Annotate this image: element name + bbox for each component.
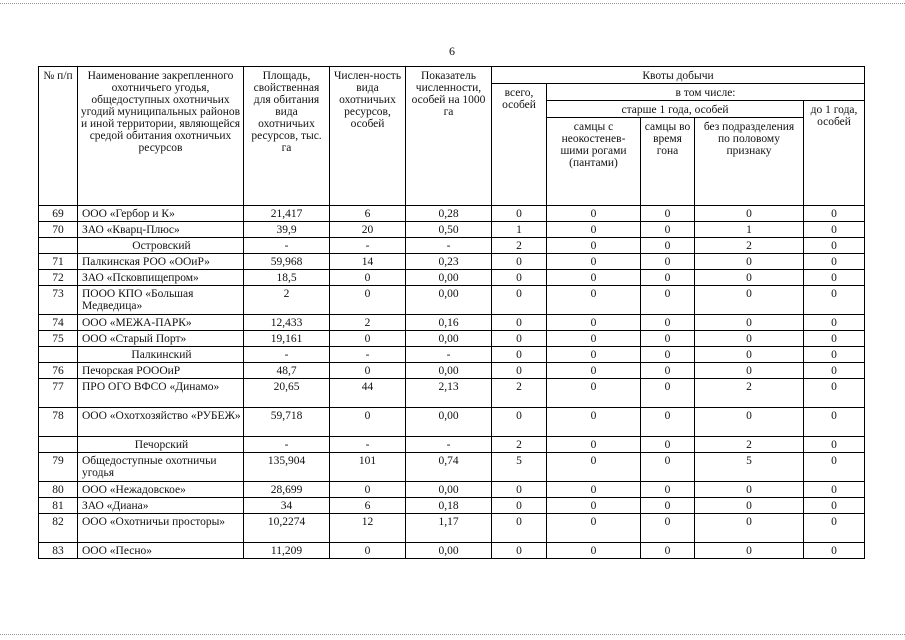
cell-name: ПООО КПО «Большая Медведица» <box>78 286 244 315</box>
cell-antlers: 0 <box>547 363 641 379</box>
cell-rut: 0 <box>641 286 695 315</box>
cell-area: 19,161 <box>244 331 330 347</box>
cell-rut: 0 <box>641 315 695 331</box>
cell-area: 20,65 <box>244 379 330 408</box>
district-row <box>39 437 865 453</box>
col-header-density: Показатель численности, особей на 1000 га <box>406 67 492 206</box>
cell-area: 11,209 <box>244 543 330 559</box>
cell-nosex: 0 <box>695 286 804 315</box>
cell-count: 6 <box>330 206 406 222</box>
cell-density: 0,23 <box>406 254 492 270</box>
cell-count: 0 <box>330 543 406 559</box>
cell-count: 0 <box>330 482 406 498</box>
cell-antlers: 0 <box>547 206 641 222</box>
cell-num: 80 <box>39 482 78 498</box>
cell-nosex: 0 <box>695 331 804 347</box>
table-row <box>39 514 865 543</box>
cell-total: 2 <box>492 379 547 408</box>
cell-antlers: 0 <box>547 254 641 270</box>
cell-count: 101 <box>330 453 406 482</box>
table-body <box>39 206 865 559</box>
cell-total: 0 <box>492 498 547 514</box>
cell-density: - <box>406 437 492 453</box>
col-header-including: в том числе: <box>547 84 865 101</box>
cell-total: 0 <box>492 347 547 363</box>
cell-antlers: 0 <box>547 453 641 482</box>
cell-total: 1 <box>492 222 547 238</box>
cell-nosex: 0 <box>695 270 804 286</box>
table-row <box>39 408 865 437</box>
cell-name: ООО «Песно» <box>78 543 244 559</box>
cell-num <box>39 437 78 453</box>
cell-young: 0 <box>804 482 865 498</box>
cell-density: 0,16 <box>406 315 492 331</box>
cell-young: 0 <box>804 437 865 453</box>
cell-nosex: 0 <box>695 514 804 543</box>
cell-num: 72 <box>39 270 78 286</box>
cell-density: 0,50 <box>406 222 492 238</box>
cell-young: 0 <box>804 408 865 437</box>
cell-density: 0,00 <box>406 363 492 379</box>
table-row <box>39 498 865 514</box>
cell-num: 71 <box>39 254 78 270</box>
district-row <box>39 347 865 363</box>
col-header-older: старше 1 года, особей <box>547 101 804 118</box>
table-row <box>39 206 865 222</box>
table-row <box>39 453 865 482</box>
cell-antlers: 0 <box>547 482 641 498</box>
cell-name: Общедоступные охотничьи угодья <box>78 453 244 482</box>
cell-rut: 0 <box>641 453 695 482</box>
cell-name: ПРО ОГО ВФСО «Динамо» <box>78 379 244 408</box>
cell-total: 0 <box>492 408 547 437</box>
cell-young: 0 <box>804 347 865 363</box>
table-row <box>39 286 865 315</box>
cell-total: 0 <box>492 315 547 331</box>
cell-young: 0 <box>804 206 865 222</box>
col-header-quota: Квоты добычи <box>492 67 865 84</box>
cell-count: 20 <box>330 222 406 238</box>
cell-total: 0 <box>492 363 547 379</box>
cell-area: 12,433 <box>244 315 330 331</box>
cell-density: 2,13 <box>406 379 492 408</box>
cell-area: 28,699 <box>244 482 330 498</box>
district-row <box>39 238 865 254</box>
cell-rut: 0 <box>641 379 695 408</box>
cell-name: ООО «Нежадовское» <box>78 482 244 498</box>
cell-young: 0 <box>804 363 865 379</box>
cell-name: ЗАО «Кварц-Плюс» <box>78 222 244 238</box>
cell-antlers: 0 <box>547 498 641 514</box>
cell-rut: 0 <box>641 543 695 559</box>
cell-antlers: 0 <box>547 315 641 331</box>
cell-density: 1,17 <box>406 514 492 543</box>
cell-area: 2 <box>244 286 330 315</box>
cell-density: - <box>406 347 492 363</box>
cell-count: 44 <box>330 379 406 408</box>
cell-nosex: 5 <box>695 453 804 482</box>
cell-name: ЗАО «Диана» <box>78 498 244 514</box>
cell-count: 0 <box>330 286 406 315</box>
cell-young: 0 <box>804 331 865 347</box>
cell-num: 79 <box>39 453 78 482</box>
cell-total: 0 <box>492 514 547 543</box>
cell-area: - <box>244 347 330 363</box>
cell-num <box>39 347 78 363</box>
cell-count: - <box>330 238 406 254</box>
cell-nosex: 2 <box>695 437 804 453</box>
cell-total: 0 <box>492 270 547 286</box>
cell-area: 21,417 <box>244 206 330 222</box>
cell-density: 0,00 <box>406 286 492 315</box>
cell-rut: 0 <box>641 408 695 437</box>
col-header-under1: до 1 года, особей <box>804 101 865 206</box>
table-row <box>39 379 865 408</box>
col-header-area: Площадь, свойственная для обитания вида охотничьих ресурсов, тыс. га <box>244 67 330 206</box>
scan-edge-bottom <box>0 634 905 636</box>
cell-area: 48,7 <box>244 363 330 379</box>
cell-num: 76 <box>39 363 78 379</box>
cell-young: 0 <box>804 286 865 315</box>
cell-antlers: 0 <box>547 347 641 363</box>
cell-rut: 0 <box>641 498 695 514</box>
cell-nosex: 0 <box>695 254 804 270</box>
cell-name: ООО «Охотничьи просторы» <box>78 514 244 543</box>
col-header-males-rut: самцы во время гона <box>641 118 695 206</box>
cell-young: 0 <box>804 315 865 331</box>
cell-name: Островский <box>78 238 244 254</box>
cell-density: 0,00 <box>406 543 492 559</box>
cell-antlers: 0 <box>547 331 641 347</box>
cell-rut: 0 <box>641 514 695 543</box>
cell-name: ООО «Гербор и К» <box>78 206 244 222</box>
cell-num <box>39 238 78 254</box>
cell-num: 82 <box>39 514 78 543</box>
cell-name: ООО «МЕЖА-ПАРК» <box>78 315 244 331</box>
cell-rut: 0 <box>641 206 695 222</box>
cell-antlers: 0 <box>547 379 641 408</box>
cell-antlers: 0 <box>547 408 641 437</box>
table-row <box>39 543 865 559</box>
cell-nosex: 0 <box>695 482 804 498</box>
cell-count: - <box>330 437 406 453</box>
cell-num: 78 <box>39 408 78 437</box>
table-row <box>39 482 865 498</box>
table-row <box>39 222 865 238</box>
cell-name: Палкинская РОО «ООиР» <box>78 254 244 270</box>
cell-young: 0 <box>804 270 865 286</box>
cell-num: 77 <box>39 379 78 408</box>
cell-name: Печорский <box>78 437 244 453</box>
cell-rut: 0 <box>641 254 695 270</box>
cell-density: 0,28 <box>406 206 492 222</box>
cell-count: 0 <box>330 270 406 286</box>
cell-num: 81 <box>39 498 78 514</box>
cell-count: 2 <box>330 315 406 331</box>
cell-num: 75 <box>39 331 78 347</box>
cell-young: 0 <box>804 254 865 270</box>
cell-total: 0 <box>492 206 547 222</box>
col-header-no-sex: без подразделения по половому признаку <box>695 118 804 206</box>
cell-total: 0 <box>492 254 547 270</box>
cell-num: 69 <box>39 206 78 222</box>
col-header-count: Числен-ность вида охотничьих ресурсов, особей <box>330 67 406 206</box>
cell-nosex: 0 <box>695 498 804 514</box>
cell-density: 0,00 <box>406 482 492 498</box>
col-header-name: Наименование закрепленного охотничьего угодья, общедоступных охотничьих угодий муниципальных районов и иной территории, являющейся средой обитания охотничьих ресурсов <box>78 67 244 206</box>
cell-count: 6 <box>330 498 406 514</box>
cell-area: 34 <box>244 498 330 514</box>
cell-young: 0 <box>804 543 865 559</box>
cell-nosex: 1 <box>695 222 804 238</box>
col-header-num: № п/п <box>39 67 78 206</box>
cell-name: ООО «Старый Порт» <box>78 331 244 347</box>
cell-name: ООО «Охотхозяйство «РУБЕЖ» <box>78 408 244 437</box>
cell-nosex: 2 <box>695 379 804 408</box>
cell-density: - <box>406 238 492 254</box>
cell-count: 0 <box>330 363 406 379</box>
cell-young: 0 <box>804 222 865 238</box>
cell-rut: 0 <box>641 238 695 254</box>
cell-nosex: 2 <box>695 238 804 254</box>
cell-rut: 0 <box>641 437 695 453</box>
cell-total: 0 <box>492 543 547 559</box>
cell-density: 0,18 <box>406 498 492 514</box>
cell-name: Палкинский <box>78 347 244 363</box>
cell-density: 0,00 <box>406 331 492 347</box>
cell-antlers: 0 <box>547 437 641 453</box>
cell-count: 0 <box>330 408 406 437</box>
col-header-total: всего, особей <box>492 84 547 206</box>
cell-total: 5 <box>492 453 547 482</box>
cell-density: 0,00 <box>406 270 492 286</box>
cell-area: 10,2274 <box>244 514 330 543</box>
cell-antlers: 0 <box>547 543 641 559</box>
cell-rut: 0 <box>641 363 695 379</box>
cell-total: 2 <box>492 238 547 254</box>
cell-count: - <box>330 347 406 363</box>
table-row <box>39 363 865 379</box>
cell-nosex: 0 <box>695 315 804 331</box>
table-row <box>39 254 865 270</box>
cell-count: 12 <box>330 514 406 543</box>
cell-nosex: 0 <box>695 206 804 222</box>
cell-young: 0 <box>804 379 865 408</box>
col-header-males-antlers: самцы с неокостенев-шими рогами (пантами) <box>547 118 641 206</box>
table-row <box>39 315 865 331</box>
cell-name: Печорская РОООиР <box>78 363 244 379</box>
cell-num: 70 <box>39 222 78 238</box>
cell-area: - <box>244 238 330 254</box>
cell-area: 39,9 <box>244 222 330 238</box>
cell-rut: 0 <box>641 222 695 238</box>
cell-young: 0 <box>804 514 865 543</box>
cell-num: 83 <box>39 543 78 559</box>
cell-young: 0 <box>804 238 865 254</box>
cell-antlers: 0 <box>547 222 641 238</box>
cell-density: 0,00 <box>406 408 492 437</box>
cell-young: 0 <box>804 453 865 482</box>
cell-antlers: 0 <box>547 514 641 543</box>
cell-young: 0 <box>804 498 865 514</box>
cell-rut: 0 <box>641 482 695 498</box>
cell-total: 2 <box>492 437 547 453</box>
scan-edge-top <box>0 3 905 5</box>
cell-antlers: 0 <box>547 286 641 315</box>
cell-area: 59,968 <box>244 254 330 270</box>
cell-density: 0,74 <box>406 453 492 482</box>
cell-total: 0 <box>492 482 547 498</box>
cell-nosex: 0 <box>695 347 804 363</box>
cell-nosex: 0 <box>695 408 804 437</box>
cell-antlers: 0 <box>547 270 641 286</box>
cell-num: 74 <box>39 315 78 331</box>
cell-area: 18,5 <box>244 270 330 286</box>
cell-count: 14 <box>330 254 406 270</box>
quota-table <box>38 66 865 559</box>
cell-count: 0 <box>330 331 406 347</box>
cell-rut: 0 <box>641 331 695 347</box>
table-header <box>39 67 865 206</box>
cell-antlers: 0 <box>547 238 641 254</box>
cell-name: ЗАО «Псковпищепром» <box>78 270 244 286</box>
cell-rut: 0 <box>641 270 695 286</box>
cell-num: 73 <box>39 286 78 315</box>
page-number: 6 <box>449 44 455 58</box>
cell-total: 0 <box>492 286 547 315</box>
cell-total: 0 <box>492 331 547 347</box>
table-row <box>39 331 865 347</box>
cell-rut: 0 <box>641 347 695 363</box>
cell-area: 59,718 <box>244 408 330 437</box>
cell-area: 135,904 <box>244 453 330 482</box>
cell-nosex: 0 <box>695 363 804 379</box>
cell-area: - <box>244 437 330 453</box>
cell-nosex: 0 <box>695 543 804 559</box>
table-row <box>39 270 865 286</box>
